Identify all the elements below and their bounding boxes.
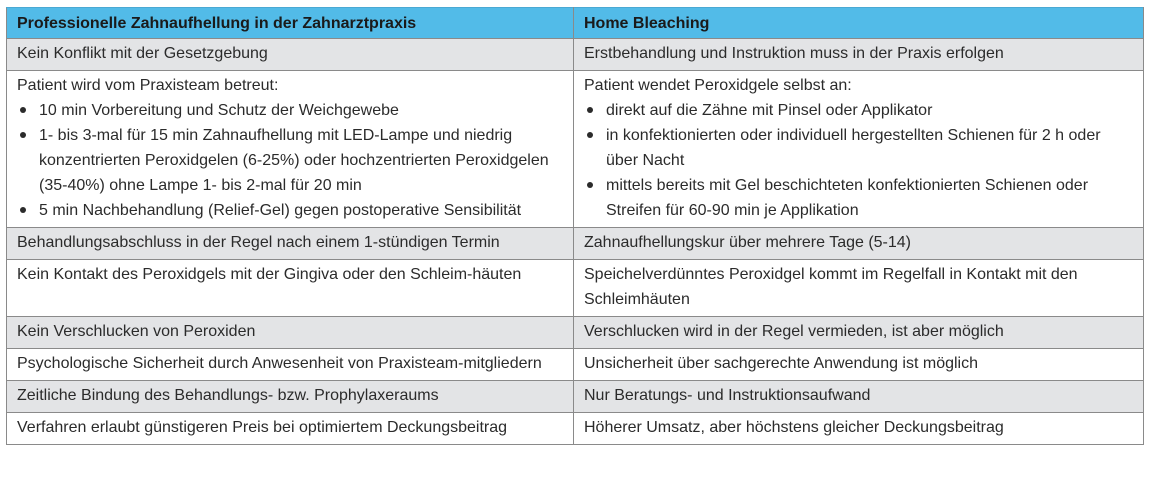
list-item: mittels bereits mit Gel beschichteten konfektionierten Schienen oder Streifen für 60-90 min je Applikation bbox=[584, 173, 1133, 223]
cell-left bbox=[7, 71, 574, 228]
header-home-bleaching: Home Bleaching bbox=[574, 8, 1144, 39]
cell-right: Speichelverdünntes Peroxidgel kommt im Regelfall in Kontakt mit den Schleimhäuten bbox=[574, 260, 1144, 317]
list-item: direkt auf die Zähne mit Pinsel oder Applikator bbox=[584, 98, 1133, 123]
table-row bbox=[7, 317, 1144, 349]
cell-right: Höherer Umsatz, aber höchstens gleicher Deckungsbeitrag bbox=[574, 413, 1144, 445]
cell-left: Kein Verschlucken von Peroxiden bbox=[7, 317, 574, 349]
cell-right: Nur Beratungs- und Instruktionsaufwand bbox=[574, 381, 1144, 413]
cell-right: Erstbehandlung und Instruktion muss in der Praxis erfolgen bbox=[574, 39, 1144, 71]
cell-left: Verfahren erlaubt günstigeren Preis bei optimiertem Deckungsbeitrag bbox=[7, 413, 574, 445]
table-row bbox=[7, 413, 1144, 445]
cell-left: Zeitliche Bindung des Behandlungs- bzw. Prophylaxeraums bbox=[7, 381, 574, 413]
list-item: 5 min Nachbehandlung (Relief-Gel) gegen postoperative Sensibilität bbox=[17, 198, 563, 223]
bullet-list bbox=[17, 98, 563, 223]
list-item: in konfektionierten oder individuell hergestellten Schienen für 2 h oder über Nacht bbox=[584, 123, 1133, 173]
table-header-row bbox=[7, 8, 1144, 39]
cell-right: Verschlucken wird in der Regel vermieden, ist aber möglich bbox=[574, 317, 1144, 349]
table-row bbox=[7, 71, 1144, 228]
cell-intro: Patient wird vom Praxisteam betreut: bbox=[17, 77, 279, 94]
list-item: 1- bis 3-mal für 15 min Zahnaufhellung mit LED-Lampe und niedrig konzentrierten Peroxidgelen (6-25%) oder hochzentrierten Peroxidgelen (35-40%) ohne Lampe 1- bis 2-mal für 20 min bbox=[17, 123, 563, 198]
header-professional: Professionelle Zahnaufhellung in der Zahnarztpraxis bbox=[7, 8, 574, 39]
cell-left: Psychologische Sicherheit durch Anwesenheit von Praxisteam-mitgliedern bbox=[7, 349, 574, 381]
cell-left: Kein Konflikt mit der Gesetzgebung bbox=[7, 39, 574, 71]
cell-right bbox=[574, 71, 1144, 228]
table-row bbox=[7, 349, 1144, 381]
bullet-list bbox=[584, 98, 1133, 223]
cell-right: Zahnaufhellungskur über mehrere Tage (5-14) bbox=[574, 228, 1144, 260]
table-row bbox=[7, 39, 1144, 71]
table-row bbox=[7, 260, 1144, 317]
cell-right: Unsicherheit über sachgerechte Anwendung ist möglich bbox=[574, 349, 1144, 381]
cell-left: Kein Kontakt des Peroxidgels mit der Gingiva oder den Schleim-häuten bbox=[7, 260, 574, 317]
cell-left: Behandlungsabschluss in der Regel nach einem 1-stündigen Termin bbox=[7, 228, 574, 260]
list-item: 10 min Vorbereitung und Schutz der Weichgewebe bbox=[17, 98, 563, 123]
table-row bbox=[7, 228, 1144, 260]
cell-intro: Patient wendet Peroxidgele selbst an: bbox=[584, 77, 852, 94]
comparison-table bbox=[6, 7, 1144, 445]
table-row bbox=[7, 381, 1144, 413]
